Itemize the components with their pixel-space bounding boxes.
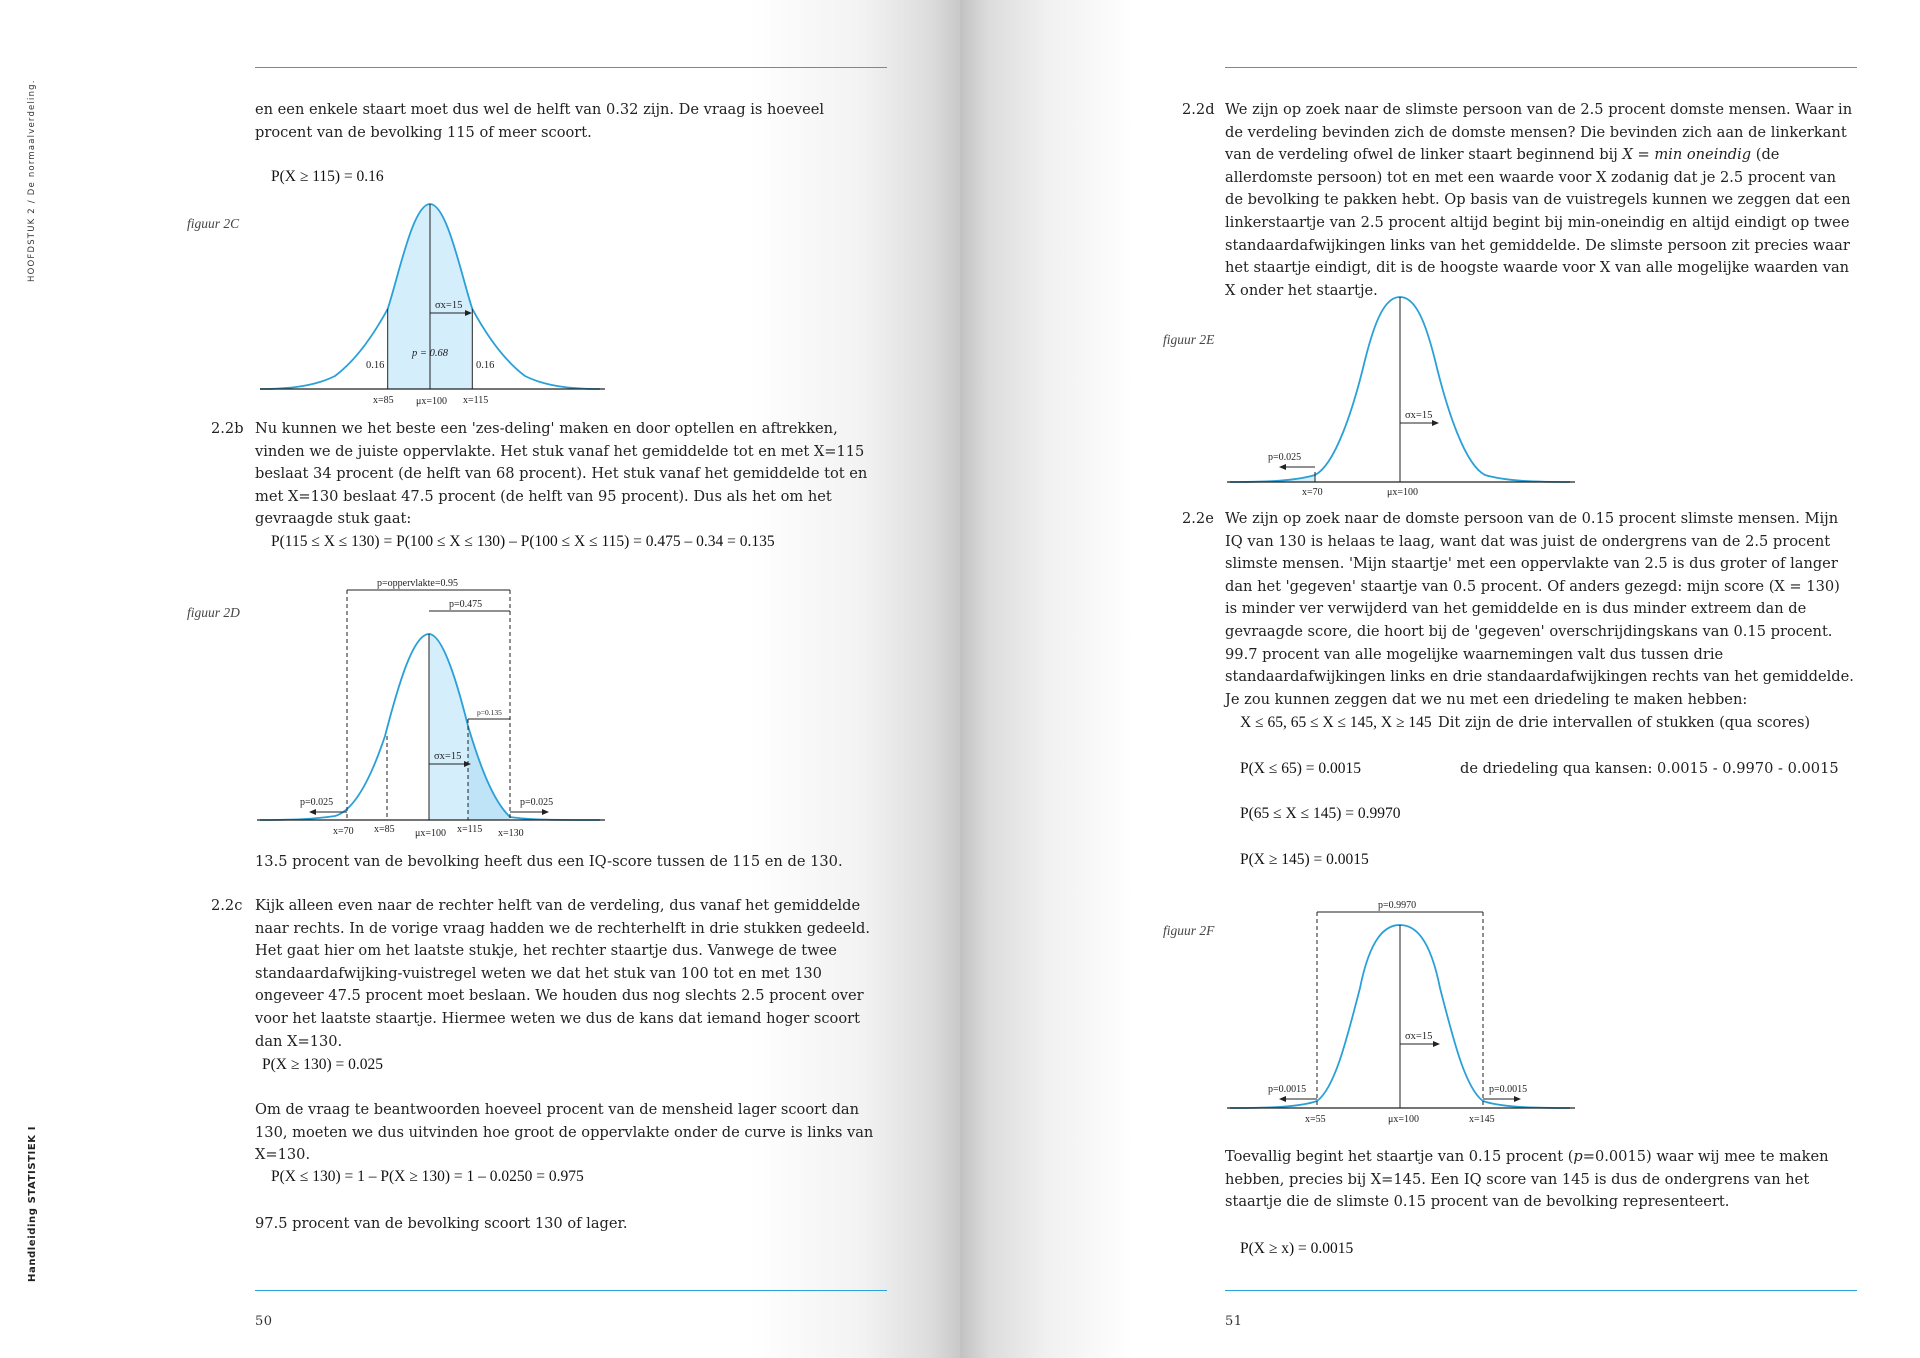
mu-label: μx=100: [416, 396, 448, 407]
p-0135-label: p=0.135: [477, 708, 502, 717]
threefold-probabilities-note: de driedeling qua kansen: 0.0015 - 0.9970 - 0.0015: [1460, 760, 1839, 777]
right-page: [960, 0, 1920, 1358]
formula-p-65-145: P(65 ≤ X ≤ 145) = 0.9970: [1240, 805, 1401, 822]
question-number-2-2e: 2.2e: [1182, 510, 1214, 527]
formula-2-2b: P(115 ≤ X ≤ 130) = P(100 ≤ X ≤ 130) – P(100 ≤ X ≤ 115) = 0.475 – 0.34 = 0.135: [271, 533, 775, 550]
bottom-rule: [1225, 1290, 1857, 1291]
left-tail-value: 0.16: [366, 360, 385, 371]
book-running-title: Handleiding STATISTIEK I: [27, 1125, 38, 1282]
figure-2f-label: figuur 2F: [1163, 923, 1215, 938]
x-85-label: x=85: [373, 395, 394, 406]
question-2-2d-text: We zijn op zoek naar de slimste persoon van de 2.5 procent domste mensen. Waar in de verdeling bevinden zich de domste mensen? Die bevinden zich aan de linkerkant van de verdeling ofwel de linker staart beginnend bij X = min oneindig (de allerdomste persoon) tot en met een waarde voor X zodanig dat je 2.5 procent van de bevolking te pakken hebt. Op basis van de vuistregels kunnen we zeggen dat een linkerstaartje van 2.5 procent altijd begint bij min-oneindig en altijd eindigt op twee standaardafwijkingen links van het gemiddelde. De slimste persoon zit precies waar het staartje eindigt, dit is de hoogste waarde voor X van alle mogelijke waarden van X onder het staartje.: [1225, 101, 1853, 299]
x-145-label: x=145: [1469, 1114, 1495, 1125]
question-2-2e-text: We zijn op zoek naar de domste persoon van de 0.15 procent slimste mensen. Mijn IQ van 130 is helaas te laag, want dat was juist de ondergrens van de 2.5 procent slimste mensen. 'Mijn staartje' met een oppervlakte van 2.5 is dus groter of langer dan het 'gegeven' staartje van 0.5 procent. Of anders gezegd: mijn score (X = 130) is minder ver verwijderd van het gemiddelde en is dus minder extreem dan de gevraagde score, die hoort bij de 'gegeven' overschrijdingskans van 0.15 procent. 99.7 procent van alle mogelijke waarnemingen valt dus tussen drie standaardafwijkingen links en drie standaardafwijkingen rechts van het gemiddelde. Je zou kunnen zeggen dat we nu met een driedeling te maken hebben:: [1225, 510, 1854, 708]
intro-paragraph: en een enkele staart moet dus wel de helft van 0.32 zijn. De vraag is hoeveel procent van de bevolking 115 of meer scoort.: [255, 101, 825, 141]
figure-2e-normal-curve: [1225, 290, 1585, 505]
x-70-label: x=70: [333, 826, 354, 837]
question-number-2-2d: 2.2d: [1182, 101, 1215, 118]
final-formula: P(X ≥ x) = 0.0015: [1240, 1240, 1354, 1257]
p-left-tail-label: p=0.025: [300, 797, 334, 808]
figure-2c-normal-curve: [255, 196, 615, 411]
formula-intervals: X ≤ 65, 65 ≤ X ≤ 145, X ≥ 145: [1240, 714, 1432, 731]
sigma-label: σx=15: [1405, 1031, 1433, 1042]
question-2-2c-text: Kijk alleen even naar de rechter helft van de verdeling, dus vanaf het gemiddelde naar rechts. In de vorige vraag hadden we de rechterhelft in drie stukken gedeeld. Het gaat hier om het laatste stukje, het rechter staartje dus. Vanwege de twee standaardafwijking-vuistregel weten we dat het stuk van 100 tot en met 130 ongeveer 47.5 procent moet beslaan. We houden dus nog slechts 2.5 procent over voor het laatste staartje. Hiermee weten we dus de kans dat iemand hoger scoort dan X=130.: [255, 897, 870, 1050]
question-number-2-2b: 2.2b: [211, 420, 244, 437]
conclusion-2-2e: Toevallig begint het staartje van 0.15 procent (p=0.0015) waar wij mee te maken hebben, precies bij X=145. Een IQ score van 145 is dus de ondergrens van het staartje die de slimste 0.15 procent van de bevolking representeert.: [1225, 1148, 1829, 1211]
top-rule: [1225, 67, 1857, 68]
x-70-label: x=70: [1302, 487, 1323, 498]
sigma-label: σx=15: [1405, 410, 1433, 421]
figure-2c-label: figuur 2C: [187, 216, 240, 231]
top-rule: [255, 67, 887, 68]
p-right-tail-label: p=0.0015: [1489, 1084, 1528, 1095]
conclusion-2-2b: 13.5 procent van de bevolking heeft dus een IQ-score tussen de 115 en de 130.: [255, 853, 843, 870]
chapter-running-head: HOOFDSTUK 2 / De normaalverdeling.: [27, 79, 37, 282]
x-115-label: x=115: [463, 395, 489, 406]
page-number: 50: [255, 1314, 273, 1329]
formula-p-x-le-65: P(X ≤ 65) = 0.0015: [1240, 760, 1362, 777]
x-115-label: x=115: [457, 824, 483, 835]
formula-p-x-ge-115: P(X ≥ 115) = 0.16: [271, 168, 384, 185]
p-left-tail-label: p=0.0015: [1268, 1084, 1307, 1095]
question-2-2c-text-2: Om de vraag te beantwoorden hoeveel procent van de mensheid lager scoort dan 130, moeten we dus uitvinden hoe groot de oppervlakte onder de curve is links van X=130.: [255, 1101, 874, 1164]
x-130-label: x=130: [498, 828, 524, 839]
figure-2d-normal-curve: [255, 576, 615, 844]
p-0475-label: p=0.475: [449, 599, 483, 610]
x-85-label: x=85: [374, 824, 395, 835]
conclusion-2-2c: 97.5 procent van de bevolking scoort 130 of lager.: [255, 1215, 628, 1232]
p-right-tail-label: p=0.025: [520, 797, 554, 808]
figure-2e-label: figuur 2E: [1163, 332, 1215, 347]
p-area-095-label: p=oppervlakte=0.95: [377, 578, 458, 589]
shaded-area-115-130: [468, 726, 510, 820]
page-number: 51: [1225, 1314, 1243, 1329]
emphasis-min-infinity: X = min oneindig: [1622, 146, 1752, 164]
bottom-rule: [255, 1290, 887, 1291]
figure-2f-normal-curve: [1225, 898, 1585, 1128]
p-center-label: p = 0.68: [412, 348, 448, 359]
figure-2d-label: figuur 2D: [187, 605, 240, 620]
mu-label: μx=100: [415, 828, 447, 839]
formula-p-x-ge-145: P(X ≥ 145) = 0.0015: [1240, 851, 1369, 868]
formula-p-x-le-130: P(X ≤ 130) = 1 – P(X ≥ 130) = 1 – 0.0250 = 0.975: [271, 1168, 584, 1185]
p-09970-label: p=0.9970: [1378, 900, 1417, 911]
mu-label: μx=100: [1388, 1114, 1420, 1125]
sigma-label: σx=15: [434, 751, 462, 762]
mu-label: μx=100: [1387, 487, 1419, 498]
p-left-tail-label: p=0.025: [1268, 452, 1302, 463]
question-2-2b-text: Nu kunnen we het beste een 'zes-deling' maken en door optellen en aftrekken, vinden we de juiste oppervlakte. Het stuk vanaf het gemiddelde tot en met X=115 beslaat 34 procent (de helft van 68 procent). Het stuk vanaf het gemiddelde tot en met X=130 beslaat 47.5 procent (de helft van 95 procent). Dus als het om het gevraagde stuk gaat:: [255, 420, 868, 528]
question-number-2-2c: 2.2c: [211, 897, 243, 914]
formula-p-x-ge-130: P(X ≥ 130) = 0.025: [262, 1056, 384, 1073]
intervals-note: Dit zijn de drie intervallen of stukken (qua scores): [1438, 714, 1811, 731]
right-tail-value: 0.16: [476, 360, 495, 371]
x-55-label: x=55: [1305, 1114, 1326, 1125]
sigma-label: σx=15: [435, 300, 463, 311]
